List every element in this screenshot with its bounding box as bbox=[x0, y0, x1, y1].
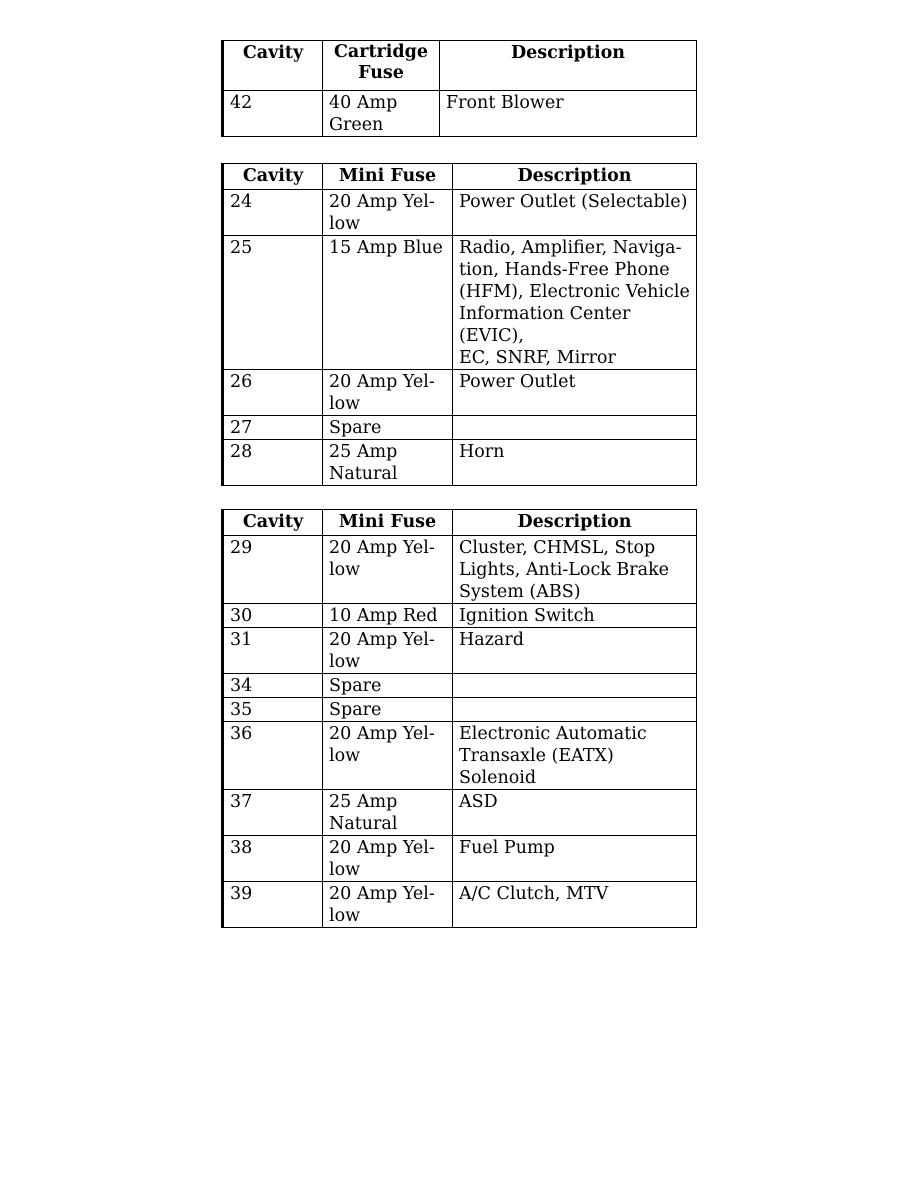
table-row bbox=[223, 370, 697, 416]
cavity-cell: 42 bbox=[223, 91, 323, 137]
column-header-cavity: Cavity bbox=[223, 164, 323, 190]
table-body bbox=[223, 190, 697, 486]
description-cell: Power Outlet bbox=[453, 370, 697, 416]
column-header-fuse: Mini Fuse bbox=[323, 164, 453, 190]
table-row bbox=[223, 722, 697, 790]
description-cell: A/C Clutch, MTV bbox=[453, 882, 697, 928]
fuse-cell: 25 Amp Natural bbox=[323, 440, 453, 486]
table-header-row bbox=[223, 41, 697, 91]
cavity-cell: 31 bbox=[223, 628, 323, 674]
cavity-cell: 38 bbox=[223, 836, 323, 882]
cavity-cell: 35 bbox=[223, 698, 323, 722]
cavity-cell: 26 bbox=[223, 370, 323, 416]
fuse-cell: 20 Amp Yel- low bbox=[323, 836, 453, 882]
fuse-cell: 20 Amp Yel- low bbox=[323, 190, 453, 236]
fuse-cell: 20 Amp Yel- low bbox=[323, 536, 453, 604]
table-row bbox=[223, 882, 697, 928]
table-row bbox=[223, 790, 697, 836]
cavity-cell: 39 bbox=[223, 882, 323, 928]
table-row bbox=[223, 836, 697, 882]
description-cell: Fuel Pump bbox=[453, 836, 697, 882]
description-cell: Hazard bbox=[453, 628, 697, 674]
fuse-cell: 20 Amp Yel- low bbox=[323, 722, 453, 790]
table-row bbox=[223, 674, 697, 698]
description-cell: Front Blower bbox=[440, 91, 697, 137]
column-header-cavity: Cavity bbox=[223, 510, 323, 536]
cartridge-fuse-table bbox=[221, 40, 697, 137]
cavity-cell: 28 bbox=[223, 440, 323, 486]
cavity-cell: 25 bbox=[223, 236, 323, 370]
description-cell: Electronic Automatic Transaxle (EATX) Solenoid bbox=[453, 722, 697, 790]
cavity-cell: 36 bbox=[223, 722, 323, 790]
description-cell: Power Outlet (Selectable) bbox=[453, 190, 697, 236]
column-header-description: Description bbox=[440, 41, 697, 91]
table-row bbox=[223, 190, 697, 236]
table-header-row bbox=[223, 164, 697, 190]
table-row bbox=[223, 698, 697, 722]
column-header-description: Description bbox=[453, 510, 697, 536]
table-row bbox=[223, 628, 697, 674]
description-cell: Ignition Switch bbox=[453, 604, 697, 628]
column-header-cavity: Cavity bbox=[223, 41, 323, 91]
table-body bbox=[223, 91, 697, 137]
column-header-fuse-label: Cartridge Fuse bbox=[333, 42, 429, 83]
cavity-cell: 37 bbox=[223, 790, 323, 836]
description-cell: Radio, Amplifier, Naviga- tion, Hands-Free Phone (HFM), Electronic Vehicle Information Center (EVIC), EC, SNRF, Mirror bbox=[453, 236, 697, 370]
description-cell: Horn bbox=[453, 440, 697, 486]
fuse-cell: 10 Amp Red bbox=[323, 604, 453, 628]
fuse-cell: 40 Amp Green bbox=[323, 91, 440, 137]
fuse-cell: 20 Amp Yel- low bbox=[323, 370, 453, 416]
description-cell bbox=[453, 698, 697, 722]
mini-fuse-table-2 bbox=[221, 509, 697, 928]
fuse-cell: 20 Amp Yel- low bbox=[323, 882, 453, 928]
mini-fuse-table-1 bbox=[221, 163, 697, 486]
description-cell bbox=[453, 674, 697, 698]
description-cell: Cluster, CHMSL, Stop Lights, Anti-Lock Brake System (ABS) bbox=[453, 536, 697, 604]
description-cell: ASD bbox=[453, 790, 697, 836]
table-row bbox=[223, 236, 697, 370]
fuse-cell: Spare bbox=[323, 698, 453, 722]
cavity-cell: 29 bbox=[223, 536, 323, 604]
table-row bbox=[223, 416, 697, 440]
column-header-description: Description bbox=[453, 164, 697, 190]
table-row bbox=[223, 604, 697, 628]
cavity-cell: 30 bbox=[223, 604, 323, 628]
cavity-cell: 24 bbox=[223, 190, 323, 236]
cavity-cell: 34 bbox=[223, 674, 323, 698]
cavity-cell: 27 bbox=[223, 416, 323, 440]
column-header-fuse: Mini Fuse bbox=[323, 510, 453, 536]
table-row bbox=[223, 536, 697, 604]
fuse-cell: 20 Amp Yel- low bbox=[323, 628, 453, 674]
table-header-row bbox=[223, 510, 697, 536]
fuse-cell: Spare bbox=[323, 674, 453, 698]
column-header-fuse bbox=[323, 41, 440, 91]
fuse-cell: Spare bbox=[323, 416, 453, 440]
fuse-cell: 15 Amp Blue bbox=[323, 236, 453, 370]
fuse-cell: 25 Amp Natural bbox=[323, 790, 453, 836]
table-row bbox=[223, 91, 697, 137]
table-row bbox=[223, 440, 697, 486]
table-body bbox=[223, 536, 697, 928]
description-cell bbox=[453, 416, 697, 440]
